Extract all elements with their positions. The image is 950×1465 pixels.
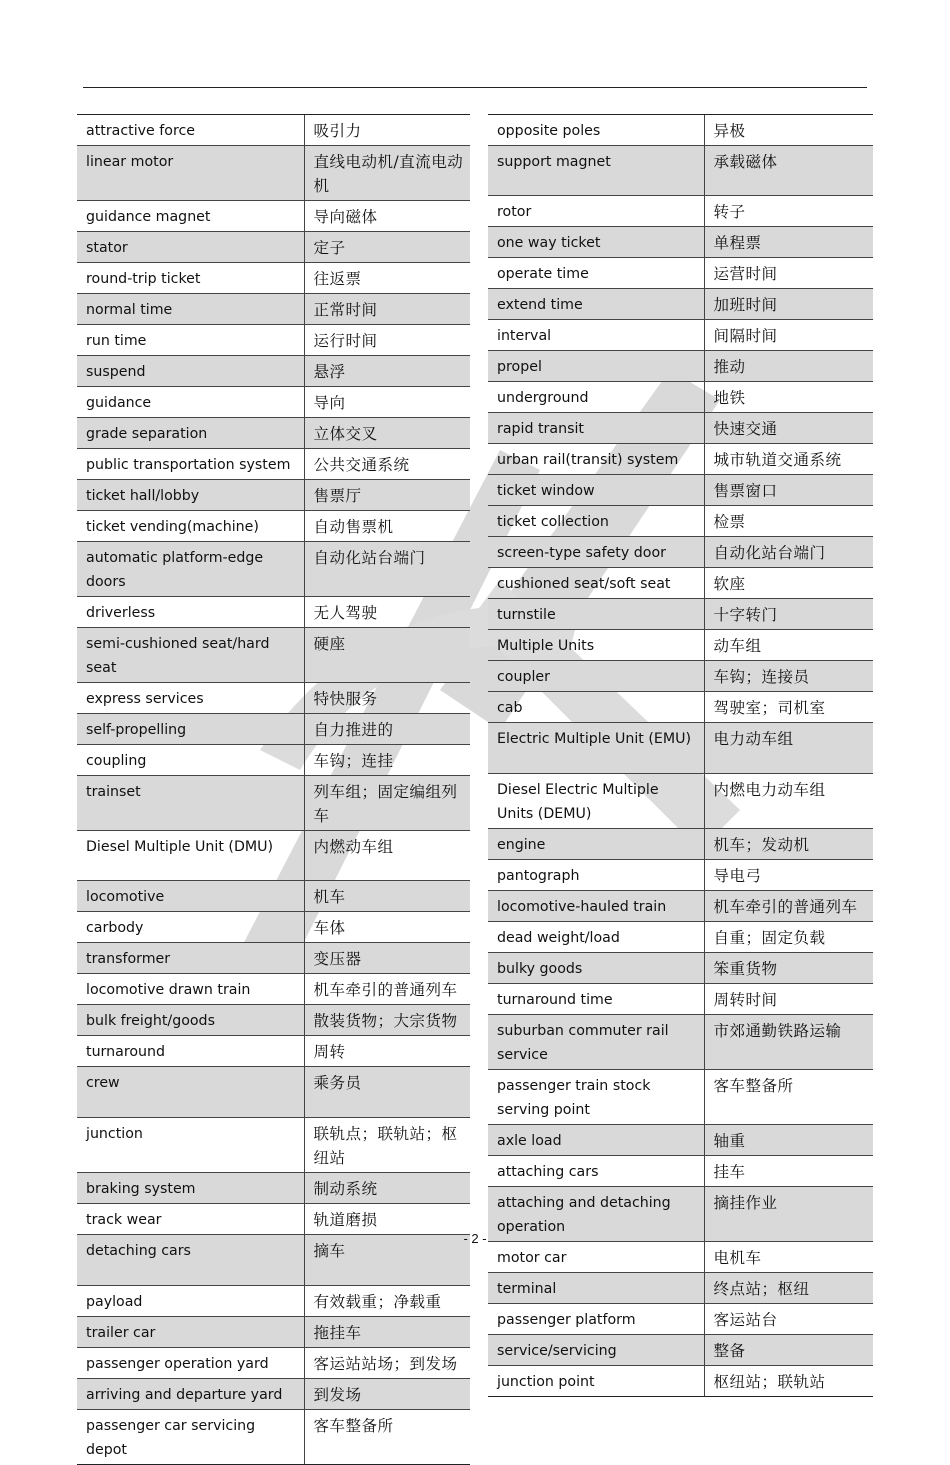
english-term: braking system	[77, 1173, 304, 1204]
table-row	[488, 1242, 873, 1273]
table-row	[488, 891, 873, 922]
chinese-term: 自重；固定负载	[704, 922, 873, 953]
english-term: Electric Multiple Unit (EMU)	[488, 723, 704, 774]
chinese-term: 运营时间	[704, 258, 873, 289]
english-term: Diesel Electric Multiple Units (DEMU)	[488, 774, 704, 829]
table-row	[77, 1005, 470, 1036]
english-term: motor car	[488, 1242, 704, 1273]
chinese-term: 检票	[704, 506, 873, 537]
chinese-term: 机车；发动机	[704, 829, 873, 860]
table-row	[77, 1118, 470, 1173]
table-row	[77, 542, 470, 597]
english-term: interval	[488, 320, 704, 351]
english-term: detaching cars	[77, 1235, 304, 1286]
english-term: attaching and detaching operation	[488, 1187, 704, 1242]
english-term: bulky goods	[488, 953, 704, 984]
english-term: engine	[488, 829, 704, 860]
table-row	[77, 912, 470, 943]
english-term: rotor	[488, 196, 704, 227]
chinese-term: 列车组；固定编组列车	[304, 776, 470, 831]
table-row	[488, 1273, 873, 1304]
table-row	[77, 974, 470, 1005]
table-row	[488, 115, 873, 146]
chinese-term: 终点站；枢纽	[704, 1273, 873, 1304]
table-row	[488, 984, 873, 1015]
chinese-term: 悬浮	[304, 356, 470, 387]
table-row	[77, 597, 470, 628]
table-row	[488, 413, 873, 444]
chinese-term: 地铁	[704, 382, 873, 413]
table-row	[488, 1335, 873, 1366]
english-term: Multiple Units	[488, 630, 704, 661]
chinese-term: 自动售票机	[304, 511, 470, 542]
table-row	[77, 511, 470, 542]
chinese-term: 内燃动车组	[304, 831, 470, 881]
table-row	[77, 1067, 470, 1118]
chinese-term: 机车	[304, 881, 470, 912]
english-term: underground	[488, 382, 704, 413]
chinese-term: 自动化站台端门	[304, 542, 470, 597]
chinese-term: 售票厅	[304, 480, 470, 511]
english-term: run time	[77, 325, 304, 356]
table-row	[488, 537, 873, 568]
english-term: urban rail(transit) system	[488, 444, 704, 475]
table-row	[77, 449, 470, 480]
english-term: attractive force	[77, 115, 304, 146]
english-term: bulk freight/goods	[77, 1005, 304, 1036]
english-term: semi-cushioned seat/hard seat	[77, 628, 304, 683]
table-row	[77, 263, 470, 294]
english-term: public transportation system	[77, 449, 304, 480]
english-term: service/servicing	[488, 1335, 704, 1366]
english-term: ticket hall/lobby	[77, 480, 304, 511]
english-term: turnstile	[488, 599, 704, 630]
english-term: junction point	[488, 1366, 704, 1397]
english-term: trainset	[77, 776, 304, 831]
chinese-term: 车体	[304, 912, 470, 943]
english-term: suspend	[77, 356, 304, 387]
chinese-term: 拖挂车	[304, 1317, 470, 1348]
chinese-term: 联轨点；联轨站；枢纽站	[304, 1118, 470, 1173]
chinese-term: 周转	[304, 1036, 470, 1067]
table-row	[77, 356, 470, 387]
english-term: linear motor	[77, 146, 304, 201]
chinese-term: 摘车	[304, 1235, 470, 1286]
chinese-term: 吸引力	[304, 115, 470, 146]
table-row	[77, 628, 470, 683]
chinese-term: 导向	[304, 387, 470, 418]
table-row	[488, 475, 873, 506]
chinese-term: 软座	[704, 568, 873, 599]
english-term: locomotive drawn train	[77, 974, 304, 1005]
english-term: guidance	[77, 387, 304, 418]
english-term: ticket collection	[488, 506, 704, 537]
table-row	[488, 258, 873, 289]
english-term: terminal	[488, 1273, 704, 1304]
table-row	[77, 115, 470, 146]
chinese-term: 客运站站场；到发场	[304, 1348, 470, 1379]
table-row	[77, 1173, 470, 1204]
chinese-term: 客车整备所	[304, 1410, 470, 1465]
table-row	[488, 227, 873, 258]
chinese-term: 十字转门	[704, 599, 873, 630]
english-term: support magnet	[488, 146, 704, 196]
english-term: operate time	[488, 258, 704, 289]
table-row	[488, 860, 873, 891]
table-row	[77, 294, 470, 325]
chinese-term: 枢纽站；联轨站	[704, 1366, 873, 1397]
table-row	[488, 351, 873, 382]
english-term: propel	[488, 351, 704, 382]
table-row	[488, 1070, 873, 1125]
english-term: trailer car	[77, 1317, 304, 1348]
english-term: turnaround time	[488, 984, 704, 1015]
chinese-term: 有效载重；净载重	[304, 1286, 470, 1317]
chinese-term: 电力动车组	[704, 723, 873, 774]
english-term: self-propelling	[77, 714, 304, 745]
table-row	[77, 1286, 470, 1317]
table-row	[488, 506, 873, 537]
english-term: cushioned seat/soft seat	[488, 568, 704, 599]
table-row	[488, 953, 873, 984]
chinese-term: 笨重货物	[704, 953, 873, 984]
chinese-term: 轴重	[704, 1125, 873, 1156]
chinese-term: 无人驾驶	[304, 597, 470, 628]
english-term: dead weight/load	[488, 922, 704, 953]
english-term: screen-type safety door	[488, 537, 704, 568]
table-row	[488, 692, 873, 723]
header-rule	[83, 87, 867, 88]
table-row	[77, 881, 470, 912]
chinese-term: 运行时间	[304, 325, 470, 356]
chinese-term: 客运站台	[704, 1304, 873, 1335]
chinese-term: 往返票	[304, 263, 470, 294]
chinese-term: 硬座	[304, 628, 470, 683]
english-term: express services	[77, 683, 304, 714]
english-term: locomotive-hauled train	[488, 891, 704, 922]
english-term: locomotive	[77, 881, 304, 912]
chinese-term: 轨道磨损	[304, 1204, 470, 1235]
table-row	[488, 196, 873, 227]
english-term: round-trip ticket	[77, 263, 304, 294]
chinese-term: 电机车	[704, 1242, 873, 1273]
english-term: grade separation	[77, 418, 304, 449]
table-row	[488, 1125, 873, 1156]
chinese-term: 周转时间	[704, 984, 873, 1015]
glossary-table-left	[77, 114, 470, 1465]
english-term: turnaround	[77, 1036, 304, 1067]
chinese-term: 动车组	[704, 630, 873, 661]
english-term: extend time	[488, 289, 704, 320]
chinese-term: 驾驶室；司机室	[704, 692, 873, 723]
english-term: ticket window	[488, 475, 704, 506]
chinese-term: 市郊通勤铁路运输	[704, 1015, 873, 1070]
table-row	[488, 444, 873, 475]
english-term: transformer	[77, 943, 304, 974]
table-row	[77, 418, 470, 449]
chinese-term: 正常时间	[304, 294, 470, 325]
chinese-term: 加班时间	[704, 289, 873, 320]
chinese-term: 机车牵引的普通列车	[304, 974, 470, 1005]
english-term: suburban commuter rail service	[488, 1015, 704, 1070]
table-row	[77, 1348, 470, 1379]
english-term: stator	[77, 232, 304, 263]
table-row	[488, 1156, 873, 1187]
chinese-term: 乘务员	[304, 1067, 470, 1118]
chinese-term: 车钩；连挂	[304, 745, 470, 776]
table-row	[77, 325, 470, 356]
chinese-term: 特快服务	[304, 683, 470, 714]
chinese-term: 内燃电力动车组	[704, 774, 873, 829]
chinese-term: 直线电动机/直流电动机	[304, 146, 470, 201]
table-row	[488, 599, 873, 630]
table-row	[77, 683, 470, 714]
table-row	[77, 776, 470, 831]
english-term: axle load	[488, 1125, 704, 1156]
chinese-term: 快速交通	[704, 413, 873, 444]
chinese-term: 客车整备所	[704, 1070, 873, 1125]
table-row	[77, 1379, 470, 1410]
english-term: track wear	[77, 1204, 304, 1235]
english-term: attaching cars	[488, 1156, 704, 1187]
english-term: pantograph	[488, 860, 704, 891]
chinese-term: 间隔时间	[704, 320, 873, 351]
table-row	[77, 387, 470, 418]
page-number: - 2 -	[463, 1231, 487, 1246]
chinese-term: 自力推进的	[304, 714, 470, 745]
chinese-term: 单程票	[704, 227, 873, 258]
english-term: crew	[77, 1067, 304, 1118]
english-term: coupling	[77, 745, 304, 776]
table-row	[77, 1317, 470, 1348]
english-term: automatic platform-edge doors	[77, 542, 304, 597]
chinese-term: 转子	[704, 196, 873, 227]
table-row	[488, 1304, 873, 1335]
english-term: arriving and departure yard	[77, 1379, 304, 1410]
table-row	[488, 630, 873, 661]
chinese-term: 异极	[704, 115, 873, 146]
table-row	[77, 714, 470, 745]
table-row	[488, 320, 873, 351]
table-row	[488, 829, 873, 860]
chinese-term: 挂车	[704, 1156, 873, 1187]
table-row	[77, 480, 470, 511]
table-row	[488, 723, 873, 774]
table-row	[488, 922, 873, 953]
table-row	[488, 289, 873, 320]
chinese-term: 导电弓	[704, 860, 873, 891]
english-term: junction	[77, 1118, 304, 1173]
table-row	[77, 1204, 470, 1235]
table-row	[77, 232, 470, 263]
chinese-term: 摘挂作业	[704, 1187, 873, 1242]
table-row	[77, 831, 470, 881]
english-term: passenger operation yard	[77, 1348, 304, 1379]
table-row	[77, 1410, 470, 1465]
table-row	[77, 201, 470, 232]
chinese-term: 售票窗口	[704, 475, 873, 506]
chinese-term: 公共交通系统	[304, 449, 470, 480]
table-row	[488, 1015, 873, 1070]
english-term: driverless	[77, 597, 304, 628]
chinese-term: 定子	[304, 232, 470, 263]
chinese-term: 承载磁体	[704, 146, 873, 196]
table-row	[77, 943, 470, 974]
english-term: cab	[488, 692, 704, 723]
chinese-term: 变压器	[304, 943, 470, 974]
table-row	[77, 1036, 470, 1067]
english-term: rapid transit	[488, 413, 704, 444]
table-row	[77, 745, 470, 776]
table-row	[488, 1366, 873, 1397]
table-row	[488, 382, 873, 413]
english-term: passenger platform	[488, 1304, 704, 1335]
english-term: passenger train stock serving point	[488, 1070, 704, 1125]
chinese-term: 到发场	[304, 1379, 470, 1410]
chinese-term: 散装货物；大宗货物	[304, 1005, 470, 1036]
english-term: normal time	[77, 294, 304, 325]
english-term: payload	[77, 1286, 304, 1317]
chinese-term: 整备	[704, 1335, 873, 1366]
chinese-term: 立体交叉	[304, 418, 470, 449]
table-row	[488, 568, 873, 599]
table-row	[488, 146, 873, 196]
english-term: ticket vending(machine)	[77, 511, 304, 542]
table-row	[77, 146, 470, 201]
english-term: coupler	[488, 661, 704, 692]
english-term: Diesel Multiple Unit (DMU)	[77, 831, 304, 881]
chinese-term: 车钩；连接员	[704, 661, 873, 692]
english-term: carbody	[77, 912, 304, 943]
chinese-term: 城市轨道交通系统	[704, 444, 873, 475]
chinese-term: 推动	[704, 351, 873, 382]
chinese-term: 导向磁体	[304, 201, 470, 232]
table-row	[488, 774, 873, 829]
english-term: passenger car servicing depot	[77, 1410, 304, 1465]
chinese-term: 机车牵引的普通列车	[704, 891, 873, 922]
glossary-table-right	[488, 114, 873, 1397]
chinese-term: 制动系统	[304, 1173, 470, 1204]
english-term: opposite poles	[488, 115, 704, 146]
english-term: guidance magnet	[77, 201, 304, 232]
chinese-term: 自动化站台端门	[704, 537, 873, 568]
table-row	[488, 661, 873, 692]
english-term: one way ticket	[488, 227, 704, 258]
